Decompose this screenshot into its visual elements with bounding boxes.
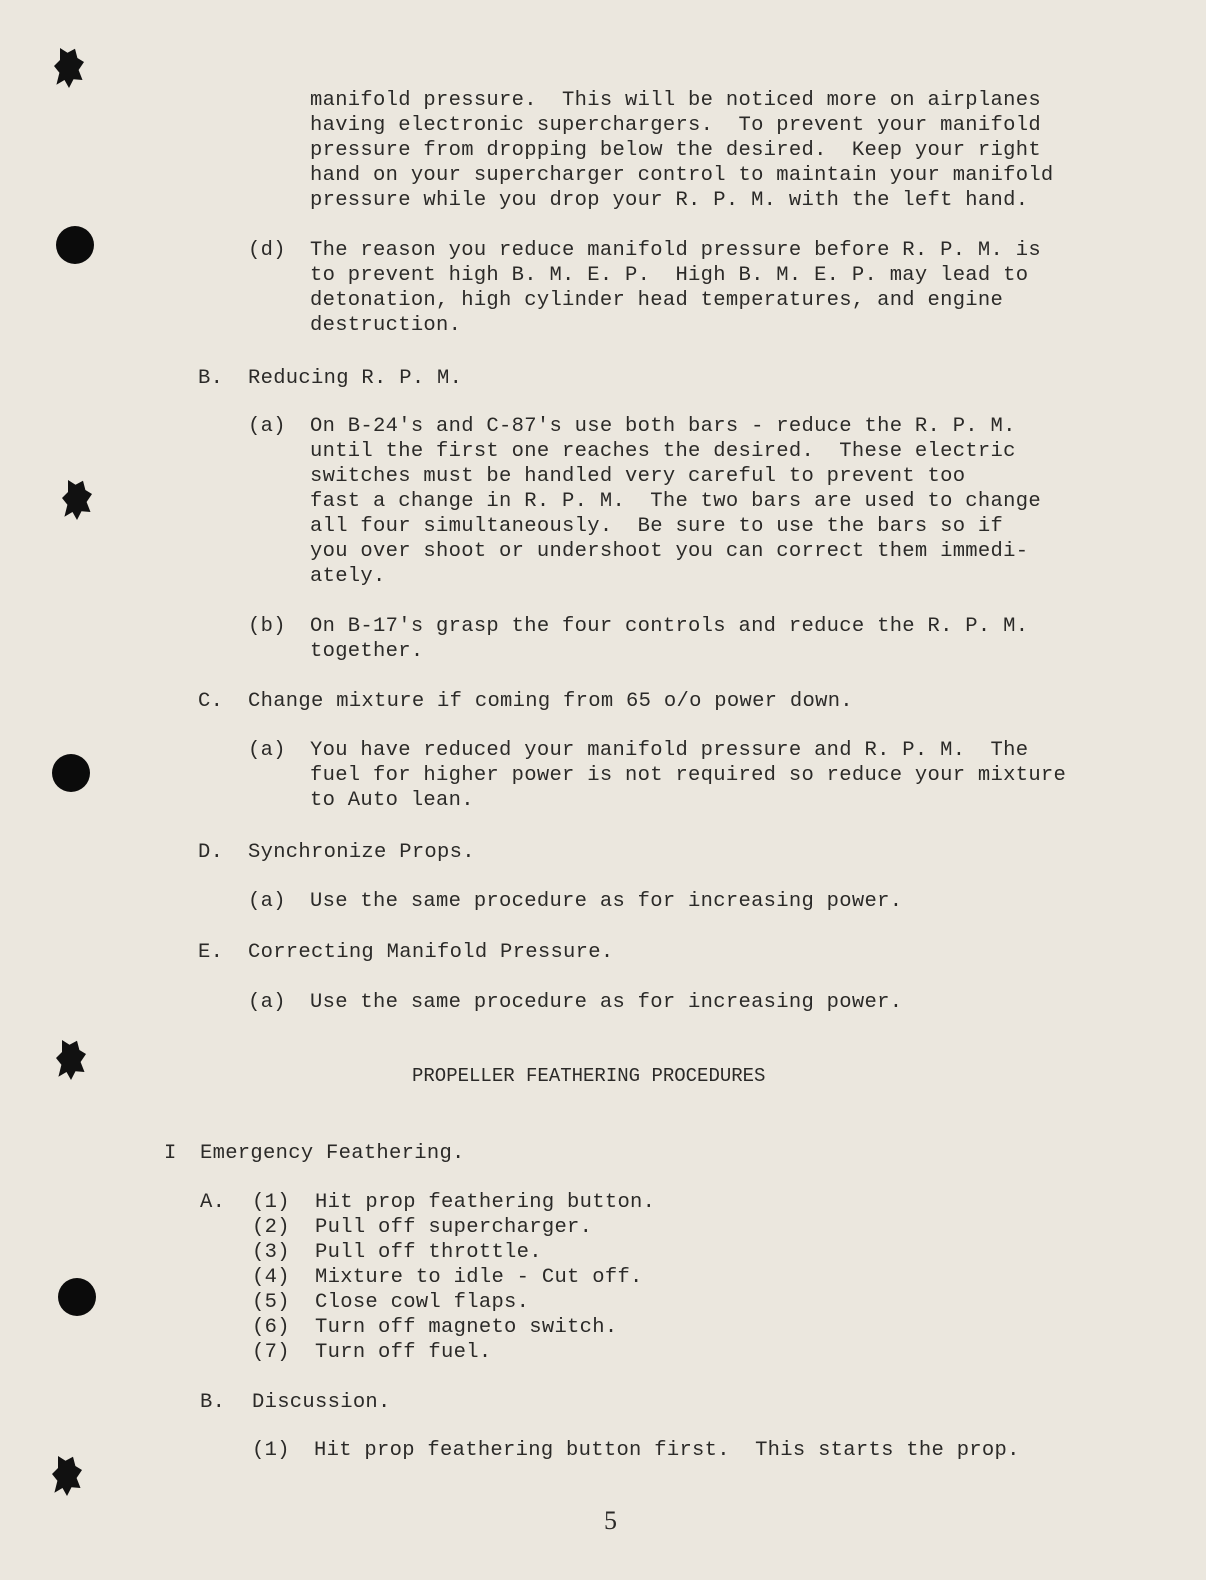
page-number: 5 <box>604 1506 617 1535</box>
list-item: (7) Turn off fuel. <box>252 1341 492 1364</box>
ink-blot-mark <box>52 1456 82 1496</box>
text-line: destruction. <box>310 314 462 337</box>
text-line: The reason you reduce manifold pressure before R. P. M. is <box>310 239 1041 262</box>
text-line: switches must be handled very careful to prevent too <box>310 465 966 488</box>
section-heading: Reducing R. P. M. <box>248 367 463 390</box>
list-item: (1) Hit prop feathering button. <box>252 1191 656 1214</box>
text-line: On B-17's grasp the four controls and reduce the R. P. M. <box>310 615 1029 638</box>
binder-hole <box>58 1278 96 1316</box>
section-heading: Change mixture if coming from 65 o/o power down. <box>248 690 853 713</box>
item-label: (d) <box>248 239 286 262</box>
binder-hole <box>56 226 94 264</box>
text-line: pressure while you drop your R. P. M. with the left hand. <box>310 189 1029 212</box>
text-line: ately. <box>310 565 386 588</box>
item-label: (1) <box>252 1439 290 1462</box>
section-label: C. <box>198 690 224 713</box>
list-item: (5) Close cowl flaps. <box>252 1291 530 1314</box>
text-line: pressure from dropping below the desired. Keep your right <box>310 139 1041 162</box>
item-label: (a) <box>248 991 286 1014</box>
ink-blot-mark <box>54 48 84 88</box>
text-line: until the first one reaches the desired. These electric <box>310 440 1016 463</box>
section-heading: Synchronize Props. <box>248 841 475 864</box>
section-label: B. <box>198 367 224 390</box>
list-item: (4) Mixture to idle - Cut off. <box>252 1266 643 1289</box>
text-line: fast a change in R. P. M. The two bars are used to change <box>310 490 1041 513</box>
text-line: all four simultaneously. Be sure to use the bars so if <box>310 515 1004 538</box>
section-heading: Correcting Manifold Pressure. <box>248 941 614 964</box>
ink-blot-mark <box>62 480 92 520</box>
text-line: fuel for higher power is not required so reduce your mixture <box>310 764 1067 787</box>
text-line: having electronic superchargers. To prevent your manifold <box>310 114 1041 137</box>
page-heading: PROPELLER FEATHERING PROCEDURES <box>412 1065 766 1087</box>
item-label: (a) <box>248 415 286 438</box>
text-line: to prevent high B. M. E. P. High B. M. E. P. may lead to <box>310 264 1029 287</box>
section-label: D. <box>198 841 224 864</box>
text-line: hand on your supercharger control to maintain your manifold <box>310 164 1054 187</box>
text-line: you over shoot or undershoot you can correct them immedi- <box>310 540 1029 563</box>
text-line: to Auto lean. <box>310 789 474 812</box>
text-line: together. <box>310 640 424 663</box>
list-item: (2) Pull off supercharger. <box>252 1216 593 1239</box>
section-label: I <box>164 1142 177 1165</box>
list-item: (3) Pull off throttle. <box>252 1241 542 1264</box>
section-label: E. <box>198 941 224 964</box>
section-label: B. <box>200 1391 226 1414</box>
section-heading: Emergency Feathering. <box>200 1142 465 1165</box>
text-line: Use the same procedure as for increasing power. <box>310 991 903 1014</box>
section-label: A. <box>200 1191 226 1214</box>
item-label: (b) <box>248 615 286 638</box>
binder-hole <box>52 754 90 792</box>
ink-blot-mark <box>56 1040 86 1080</box>
list-item: (6) Turn off magneto switch. <box>252 1316 618 1339</box>
text-line: detonation, high cylinder head temperatures, and engine <box>310 289 1004 312</box>
text-line: You have reduced your manifold pressure and R. P. M. The <box>310 739 1029 762</box>
item-label: (a) <box>248 890 286 913</box>
text-line: manifold pressure. This will be noticed more on airplanes <box>310 89 1041 112</box>
text-line: On B-24's and C-87's use both bars - reduce the R. P. M. <box>310 415 1016 438</box>
text-line: Use the same procedure as for increasing power. <box>310 890 903 913</box>
text-line: Hit prop feathering button first. This starts the prop. <box>314 1439 1020 1462</box>
section-heading: Discussion. <box>252 1391 391 1414</box>
item-label: (a) <box>248 739 286 762</box>
